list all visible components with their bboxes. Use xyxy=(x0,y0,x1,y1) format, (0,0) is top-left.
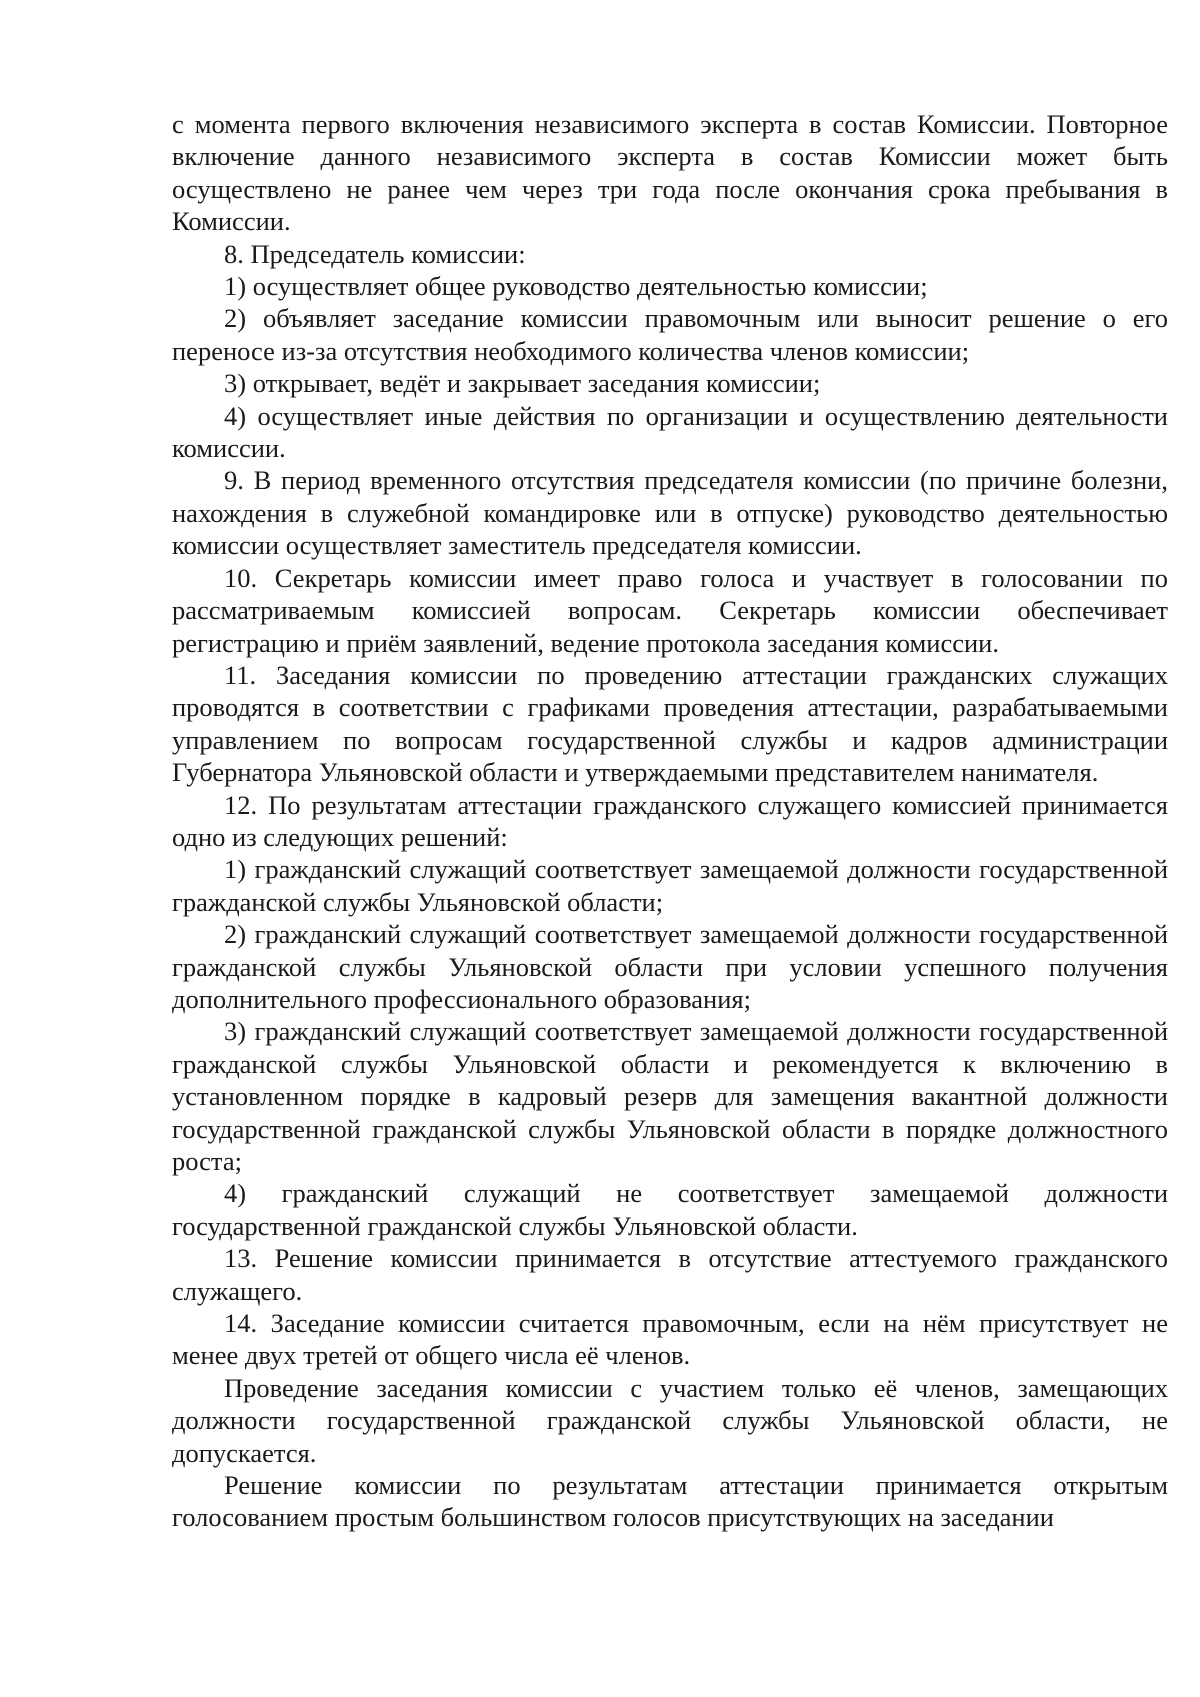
paragraph-12-item-2: 2) гражданский служащий соответствует замещаемой должности государственной гражданской службы Ульяновской области при условии успешного получения дополнительного профессионального образования; xyxy=(172,919,1168,1014)
paragraph-13: 13. Решение комиссии принимается в отсутствие аттестуемого гражданского служащего. xyxy=(172,1243,1168,1306)
paragraph-12: 12. По результатам аттестации гражданского служащего комиссией принимается одно из следующих решений: xyxy=(172,789,1168,852)
paragraph-10: 10. Секретарь комиссии имеет право голоса и участвует в голосовании по рассматриваемым комиссией вопросам. Секретарь комиссии обеспечивает регистрацию и приём заявлений, ведение протокола заседания комиссии. xyxy=(172,562,1168,658)
paragraph-8-chairman: 8. Председатель комиссии: xyxy=(224,238,526,269)
paragraph-8-item-4: 4) осуществляет иные действия по организации и осуществлению деятельности комиссии. xyxy=(172,400,1168,464)
paragraph-9: 9. В период временного отсутствия председателя комиссии (по причине болезни, нахождения в служебной командировке или в отпуске) руководство деятельностью комиссии осуществляет заместитель председателя комиссии. xyxy=(172,465,1168,561)
paragraph-14-voting: Решение комиссии по результатам аттестации принимается открытым голосованием простым большинством голосов присутствующих на заседании xyxy=(172,1470,1168,1533)
paragraph-8-item-2: 2) объявляет заседание комиссии правомочным или выносит решение о его переносе из-за отсутствия необходимого количества членов комиссии; xyxy=(172,303,1168,366)
document-body xyxy=(172,108,1168,1534)
paragraph-8-item-1: 1) осуществляет общее руководство деятельностью комиссии; xyxy=(224,271,928,302)
paragraph-14: 14. Заседание комиссии считается правомочным, если на нём присутствует не менее двух третей от общего числа её членов. xyxy=(172,1308,1168,1371)
paragraph-12-item-1: 1) гражданский служащий соответствует замещаемой должности государственной гражданской службы Ульяновской области; xyxy=(172,854,1168,917)
paragraph-12-item-4: 4) гражданский служащий не соответствует замещаемой должности государственной гражданской службы Ульяновской области. xyxy=(172,1178,1168,1241)
paragraph-11: 11. Заседания комиссии по проведению аттестации гражданских служащих проводятся в соответствии с графиками проведения аттестации, разрабатываемыми управлением по вопросам государственной службы и кадров администрации Губернатора Ульяновской области и утверждаемыми представителем нанимателя. xyxy=(172,659,1168,788)
paragraph-14-restriction: Проведение заседания комиссии с участием только её членов, замещающих должности государственной гражданской службы Ульяновской области, не допускается. xyxy=(172,1372,1168,1468)
paragraph-8-item-3: 3) открывает, ведёт и закрывает заседания комиссии; xyxy=(224,368,821,399)
paragraph-expert-term: с момента первого включения независимого эксперта в состав Комиссии. Повторное включение данного независимого эксперта в состав Комиссии может быть осуществлено не ранее чем через три года после окончания срока пребывания в Комиссии. xyxy=(172,109,1168,237)
paragraph-12-item-3: 3) гражданский служащий соответствует замещаемой должности государственной гражданской службы Ульяновской области и рекомендуется к включению в установленном порядке в кадровый резерв для замещения вакантной должности государственной гражданской службы Ульяновской области в порядке должностного роста; xyxy=(172,1016,1168,1176)
